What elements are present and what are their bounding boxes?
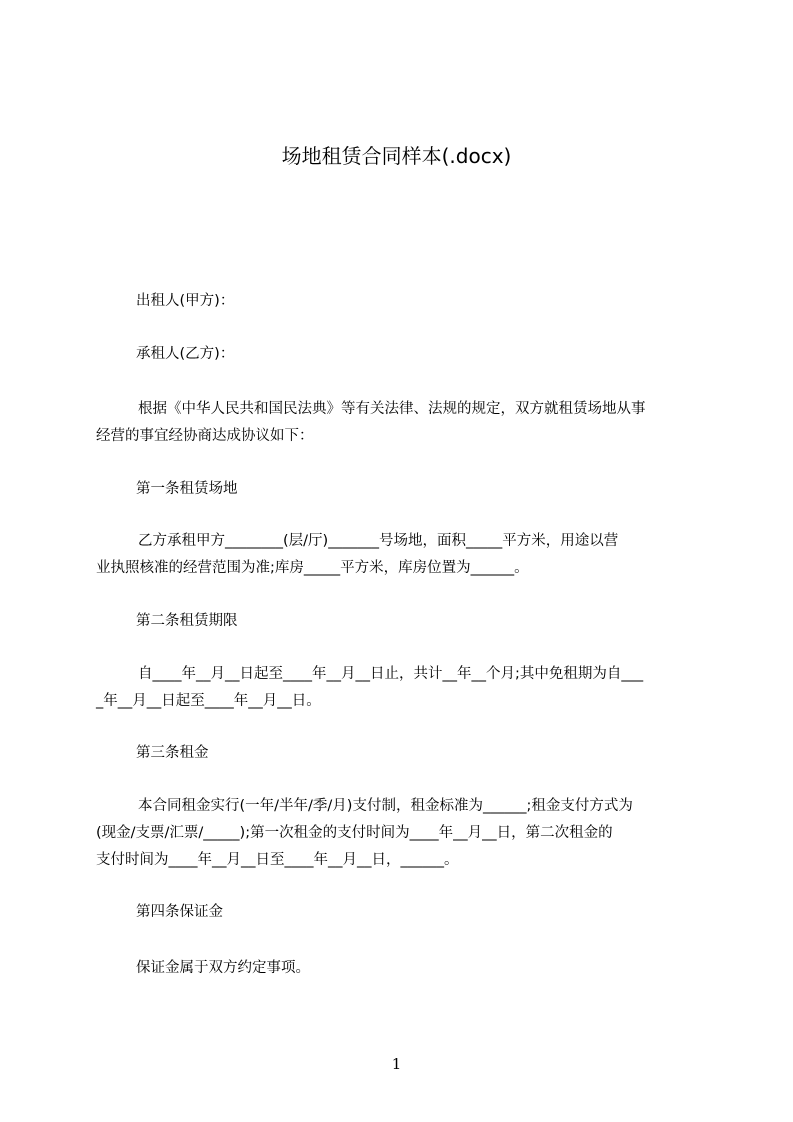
lessor-line: 出租人(甲方)： (136, 293, 235, 309)
article3-heading: 第三条租金 (136, 745, 209, 761)
article1-paragraph (96, 528, 702, 582)
article2-heading: 第二条租赁期限 (136, 613, 238, 629)
article3-paragraph (96, 793, 702, 874)
document-title: 场地租赁合同样本(.docx) (281, 144, 512, 168)
article1-line-1: 乙方承租甲方________(层/厅)_______号场地，面积_____平方米，用途以营 (138, 533, 619, 549)
article1-heading: 第一条租赁场地 (136, 481, 238, 497)
article2-paragraph (96, 661, 702, 715)
article4-heading: 第四条保证金 (136, 904, 223, 920)
article2-line-1: 自____年__月__日起至____年__月__日止，共计__年__个月;其中免租期为自___ (138, 666, 644, 682)
article3-line-2: (现金/支票/汇票/_____);第一次租金的支付时间为____年__月__日，第二次租金的 (96, 825, 613, 841)
article2-line-2: _年__月__日起至____年__月__日。 (96, 693, 321, 709)
article3-line-3: 支付时间为____年__月__日至____年__月__日，______。 (96, 852, 459, 868)
article1-line-2: 业执照核准的经营范围为准;库房_____平方米，库房位置为______。 (96, 560, 529, 576)
preamble-line-1: 根据《中华人民共和国民法典》等有关法律、法规的规定，双方就租赁场地从事 (138, 401, 646, 417)
page-number: 1 (391, 1055, 402, 1073)
article4-line-1: 保证金属于双方约定事项。 (136, 960, 310, 976)
lessee-line: 承租人(乙方)： (136, 346, 235, 362)
article3-line-1: 本合同租金实行(一年/半年/季/月)支付制，租金标准为______;租金支付方式为 (138, 798, 633, 814)
preamble-paragraph (96, 396, 702, 450)
preamble-line-2: 经营的事宜经协商达成协议如下： (96, 428, 314, 444)
